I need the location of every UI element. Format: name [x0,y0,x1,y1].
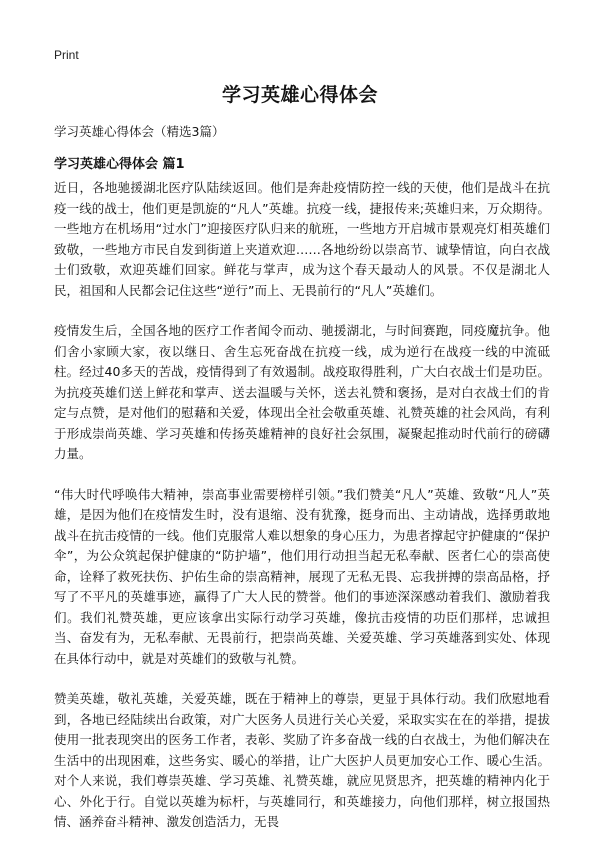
page-title: 学习英雄心得体会 [221,84,378,106]
article-body [54,178,550,853]
paragraph-1: 近日，各地驰援湖北医疗队陆续返回。他们是奔赴疫情防控一线的天使，他们是战斗在抗疫一线的战士，他们更是凯旋的“凡人”英雄。抗疫一线，捷报传来;英雄归来，万众期待。一些地方在机场用“过水门”迎接医疗队归来的航班，一些地方开启城市景观亮灯相英雄们致敬，一些地方市民自发到街道上夹道欢迎……各地纷纷以崇高节、诚挚情谊，向白衣战士们致敬，欢迎英雄们回家。鲜花与掌声，成为这个春天最动人的风景。不仅是湖北人民，祖国和人民都会记住这些“逆行”而上、无畏前行的“凡人”英雄们。 [54,180,550,298]
section-heading: 学习英雄心得体会 篇1 [54,157,185,172]
paragraph-2: 疫情发生后，全国各地的医疗工作者闻令而动、驰援湖北，与时间赛跑，同疫魔抗争。他们舍小家顾大家，夜以继日、舍生忘死奋战在抗疫一线，成为逆行在战疫一线的中流砥柱。经过40多天的苦战，疫情得到了有效遏制。战疫取得胜利，广大白衣战士们是功臣。为抗疫英雄们送上鲜花和掌声、送去温暖与关怀，送去礼赞和褒扬，是对白衣战士们的肯定与点赞，是对他们的慰藉和关爱，体现出全社会敬重英雄、礼赞英雄的社会风尚，有利于形成崇尚英雄、学习英雄和传扬英雄精神的良好社会氛围，凝聚起推动时代前行的磅礴力量。 [54,323,550,461]
paragraph-4: 赞美英雄，敬礼英雄，关爱英雄，既在于精神上的尊崇，更显于具体行动。我们欣慰地看到，各地已经陆续出台政策，对广大医务人员进行关心关爱，采取实实在在的举措，提拔使用一批表现突出的医务工作者，表彰、奖励了许多奋战一线的白衣战士，为他们解决在生活中的出现困难，这些务实、暖心的举措，让广大医护人员更加安心工作、暖心生活。对个人来说，我们尊崇英雄、学习英雄、礼赞英雄，就应见贤思齐，把英雄的精神内化于心、外化于行。自觉以英雄为标杆，与英雄同行，和英雄接力，向他们那样，树立报国热情、涵养奋斗精神、激发创造活力，无畏 [54,691,550,829]
document-subtitle: 学习英雄心得体会（精选3篇） [54,124,225,139]
paragraph-3: “伟大时代呼唤伟大精神，崇高事业需要榜样引领。”我们赞美“凡人”英雄、致敬“凡人”英雄，是因为他们在疫情发生时，没有退缩、没有犹豫，挺身而出、主动请战，选择勇敢地战斗在抗击疫情的一线。他们克服常人难以想象的身心压力，为患者撑起守护健康的“保护伞”，为公众筑起保护健康的“防护墙”，他们用行动担当起无私奉献、医者仁心的崇高使命，诠释了救死扶伤、护佑生命的崇高精神，展现了无私无畏、忘我拼搏的崇高品格，抒写了不平凡的英雄事迹，赢得了广大人民的赞誉。他们的事迹深深感动着我们、激励着我们。我们礼赞英雄，更应该拿出实际行动学习英雄，像抗击疫情的功臣们那样，忠诚担当、奋发有为，无私奉献、无畏前行，把崇尚英雄、关爱英雄、学习英雄落到实处、体现在具体行动中，就是对英雄们的致敬与礼赞。 [54,486,550,666]
print-link[interactable]: Print [54,48,79,62]
